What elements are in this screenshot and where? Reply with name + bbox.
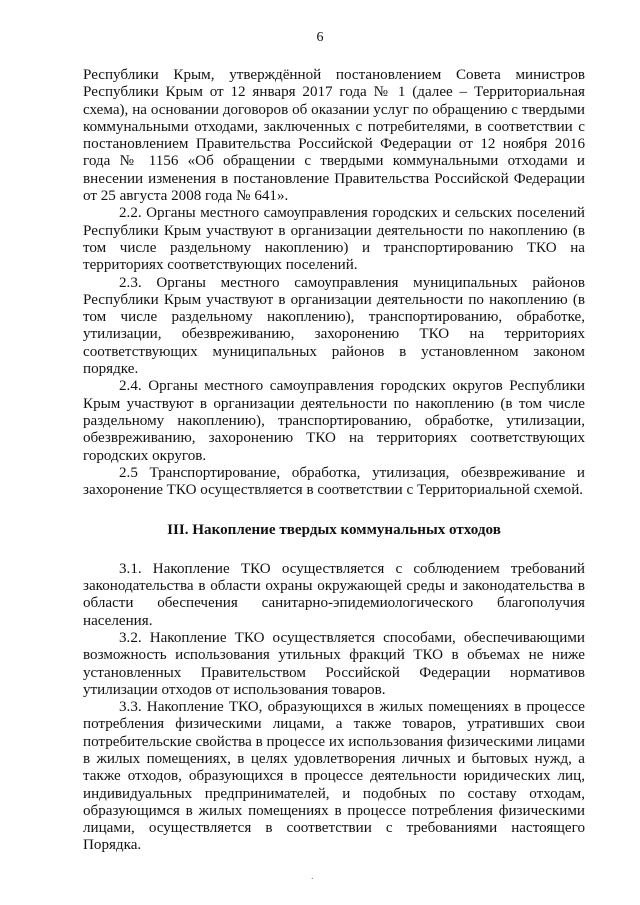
paragraph-2-5: 2.5 Транспортирование, обработка, утилизация, обезвреживание и захоронение ТКО осуществляется в соответствии с Территориальной схемой.: [83, 464, 585, 499]
page-number: 6: [316, 30, 324, 45]
paragraph-2-3: 2.3. Органы местного самоуправления муниципальных районов Республики Крым участвуют в организации деятельности по накоплению (в том числе раздельному накоплению), транспортированию, обработке, утилизации, обезвреживанию, захоронению ТКО на территориях соответствующих муниципальных районов в установленном законом порядке.: [83, 274, 585, 378]
paragraph-2-2: 2.2. Органы местного самоуправления городских и сельских поселений Республики Крым участвуют в организации деятельности по накоплению (в том числе раздельному накоплению) и транспортированию ТКО на территориях соответствующих поселений.: [83, 205, 585, 274]
section-heading: III. Накопление твердых коммунальных отходов: [167, 522, 501, 539]
paragraph-3-1: 3.1. Накопление ТКО осуществляется с соблюдением требований законодательства в области охраны окружающей среды и законодательства в области обеспечения санитарно-эпидемиологического благополучия населения.: [83, 560, 585, 629]
paragraph-3-3: 3.3. Накопление ТКО, образующихся в жилых помещениях в процессе потребления физическими лицами, а также товаров, утративших свои потребительские свойства в процессе их использования физическими лицами в жилых помещениях, в целях удовлетворения личных и бытовых нужд, а также отходов, образующихся в процессе деятельности юридических лиц, индивидуальных предпринимателей, и подобных по составу отходам, образующимся в жилых помещениях в процессе потребления физическими лицами, осуществляется в соответствии с требованиями настоящего Порядка.: [83, 699, 585, 854]
document-body: [83, 67, 585, 855]
footer-mark: .: [311, 871, 314, 882]
paragraph-2-4: 2.4. Органы местного самоуправления городских округов Республики Крым участвуют в организации деятельности по накоплению (в том числе раздельному накоплению), транспортированию, обработке, утилизации, обезвреживанию, захоронению ТКО на территориях соответствующих городских округов.: [83, 378, 585, 464]
paragraph-3-2: 3.2. Накопление ТКО осуществляется способами, обеспечивающими возможность использования утильных фракций ТКО в объемах не ниже установленных Правительством Российской Федерации нормативов утилизации отходов от использования товаров.: [83, 629, 585, 698]
paragraph-continuation: Республики Крым, утверждённой постановлением Совета министров Республики Крым от 12 января 2017 года № 1 (далее – Территориальная схема), на основании договоров об оказании услуг по обращению с твердыми коммунальными отходами, заключенных с потребителями, в соответствии с постановлением Правительства Российской Федерации от 12 ноября 2016 года № 1156 «Об обращении с твердыми коммунальными отходами и внесении изменения в постановление Правительства Российской Федерации от 25 августа 2008 года № 641».: [83, 67, 585, 205]
